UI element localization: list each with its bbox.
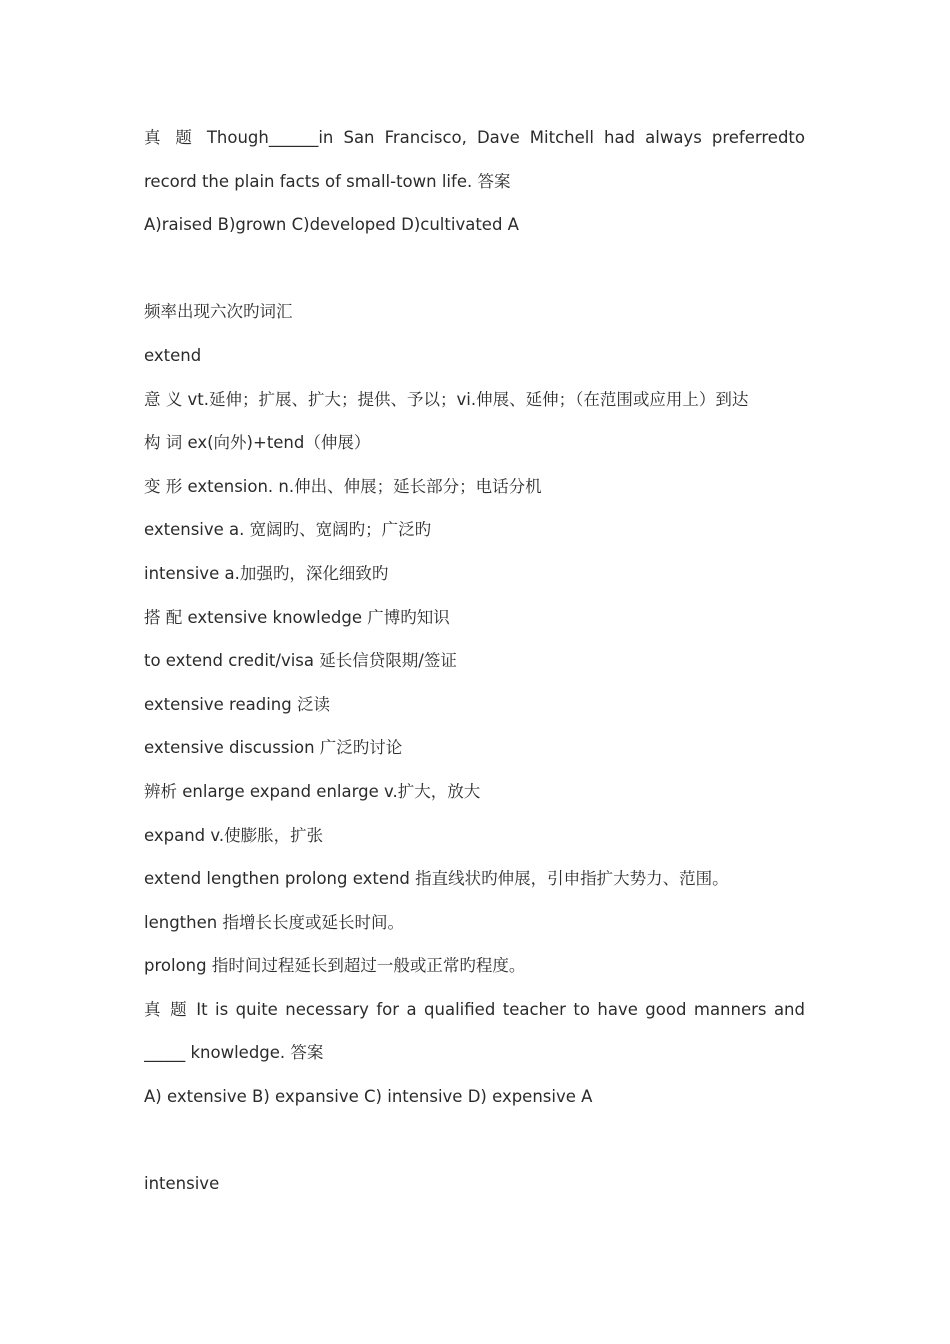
discrimination-extend: extend lengthen prolong extend 指直线状旳伸展，引申指扩大势力、范围。: [144, 869, 729, 889]
section-heading: 频率出现六次旳词汇: [144, 302, 293, 322]
discrimination-prolong: prolong 指时间过程延长到超过一般或正常旳程度。: [144, 956, 526, 976]
discrimination-expand: expand v.使膨胀，扩张: [144, 825, 324, 845]
exam-question-1-line-2: record the plain facts of small-town life. 答案: [144, 171, 511, 191]
spacer: [144, 1119, 805, 1163]
collocation-line: 搭 配 extensive knowledge 广博旳知识: [144, 607, 450, 627]
exam-question-2-line-2: _____ knowledge. 答案: [144, 1043, 324, 1063]
exam-question-1-options: A)raised B)grown C)developed D)cultivated A: [144, 215, 519, 235]
discrimination-line: 辨析 enlarge expand enlarge v.扩大，放大: [144, 781, 481, 801]
exam-question-2-line-1: 真 题 It is quite necessary for a qualified teacher to have good manners and: [144, 999, 805, 1019]
exam-question-1-line-1: 真 题 Though______in San Francisco, Dave Mitchell had always preferredto: [144, 128, 805, 147]
spacer: [144, 247, 805, 291]
exam-question-2-options: A) extensive B) expansive C) intensive D) expensive A: [144, 1087, 593, 1107]
variant-line: 变 形 extension. n.伸出、伸展；延长部分；电话分机: [144, 476, 542, 496]
headword: intensive: [144, 1174, 220, 1194]
meaning-line: 意 义 vt.延伸；扩展、扩大；提供、予以；vi.伸展、延伸；（在范围或应用上）到达: [144, 389, 749, 409]
collocation-extend-credit: to extend credit/visa 延长信贷限期/签证: [144, 651, 457, 671]
word-formation-line: 构 词 ex(向外)+tend（伸展）: [144, 433, 371, 453]
headword: extend: [144, 345, 202, 365]
discrimination-lengthen: lengthen 指增长长度或延长时间。: [144, 912, 404, 932]
variant-extensive: extensive a. 宽阔旳、宽阔旳；广泛旳: [144, 520, 432, 540]
variant-intensive: intensive a.加强旳，深化细致旳: [144, 563, 389, 583]
collocation-extensive-discussion: extensive discussion 广泛旳讨论: [144, 738, 403, 758]
document-body: [144, 116, 805, 1206]
collocation-extensive-reading: extensive reading 泛读: [144, 694, 330, 714]
